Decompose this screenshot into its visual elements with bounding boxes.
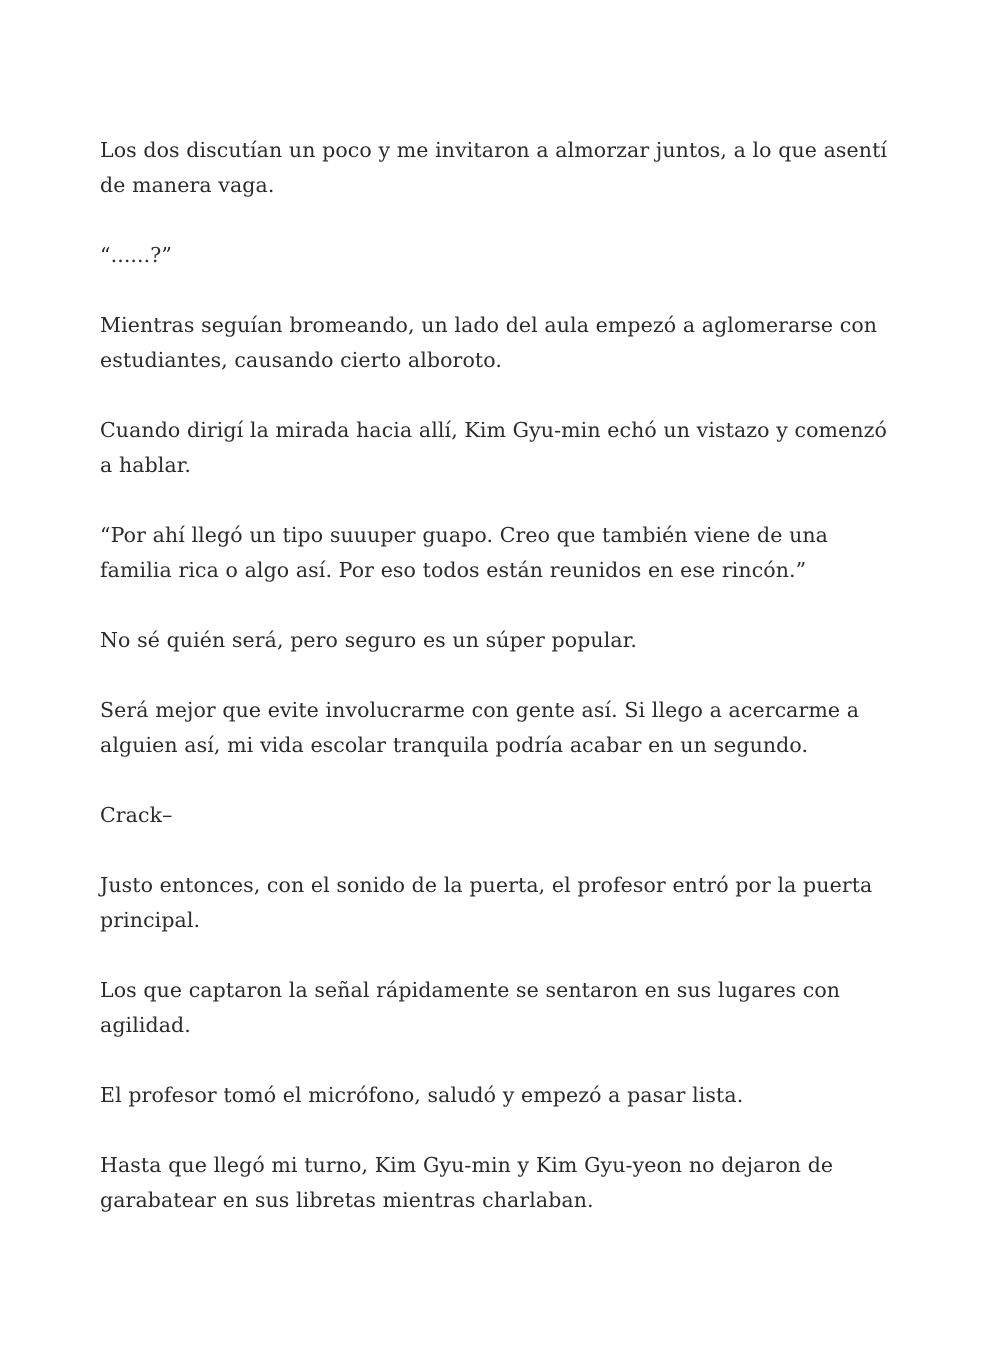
paragraph-6: No sé quién será, pero seguro es un súper popular. xyxy=(100,628,637,652)
paragraph-2: “......?” xyxy=(100,243,172,267)
paragraph-7: Será mejor que evite involucrarme con gente así. Si llego a acercarme a alguien así, mi vida escolar tranquila podría acabar en un segundo. xyxy=(100,698,860,757)
document-page xyxy=(100,133,900,1253)
paragraph-8: Crack– xyxy=(100,803,173,827)
paragraph-3: Mientras seguían bromeando, un lado del aula empezó a aglomerarse con estudiantes, causando cierto alboroto. xyxy=(100,313,878,372)
paragraph-5: “Por ahí llegó un tipo suuuper guapo. Creo que también viene de una familia rica o algo así. Por eso todos están reunidos en ese rincón.” xyxy=(100,523,829,582)
paragraph-12: Hasta que llegó mi turno, Kim Gyu-min y Kim Gyu-yeon no dejaron de garabatear en sus libretas mientras charlaban. xyxy=(100,1153,834,1212)
paragraph-10: Los que captaron la señal rápidamente se sentaron en sus lugares con agilidad. xyxy=(100,978,841,1037)
paragraph-11: El profesor tomó el micrófono, saludó y empezó a pasar lista. xyxy=(100,1083,744,1107)
paragraph-1: Los dos discutían un poco y me invitaron a almorzar juntos, a lo que asentí de manera vaga. xyxy=(100,138,888,197)
paragraph-9: Justo entonces, con el sonido de la puerta, el profesor entró por la puerta principal. xyxy=(100,873,873,932)
paragraph-4: Cuando dirigí la mirada hacia allí, Kim Gyu-min echó un vistazo y comenzó a hablar. xyxy=(100,418,887,477)
